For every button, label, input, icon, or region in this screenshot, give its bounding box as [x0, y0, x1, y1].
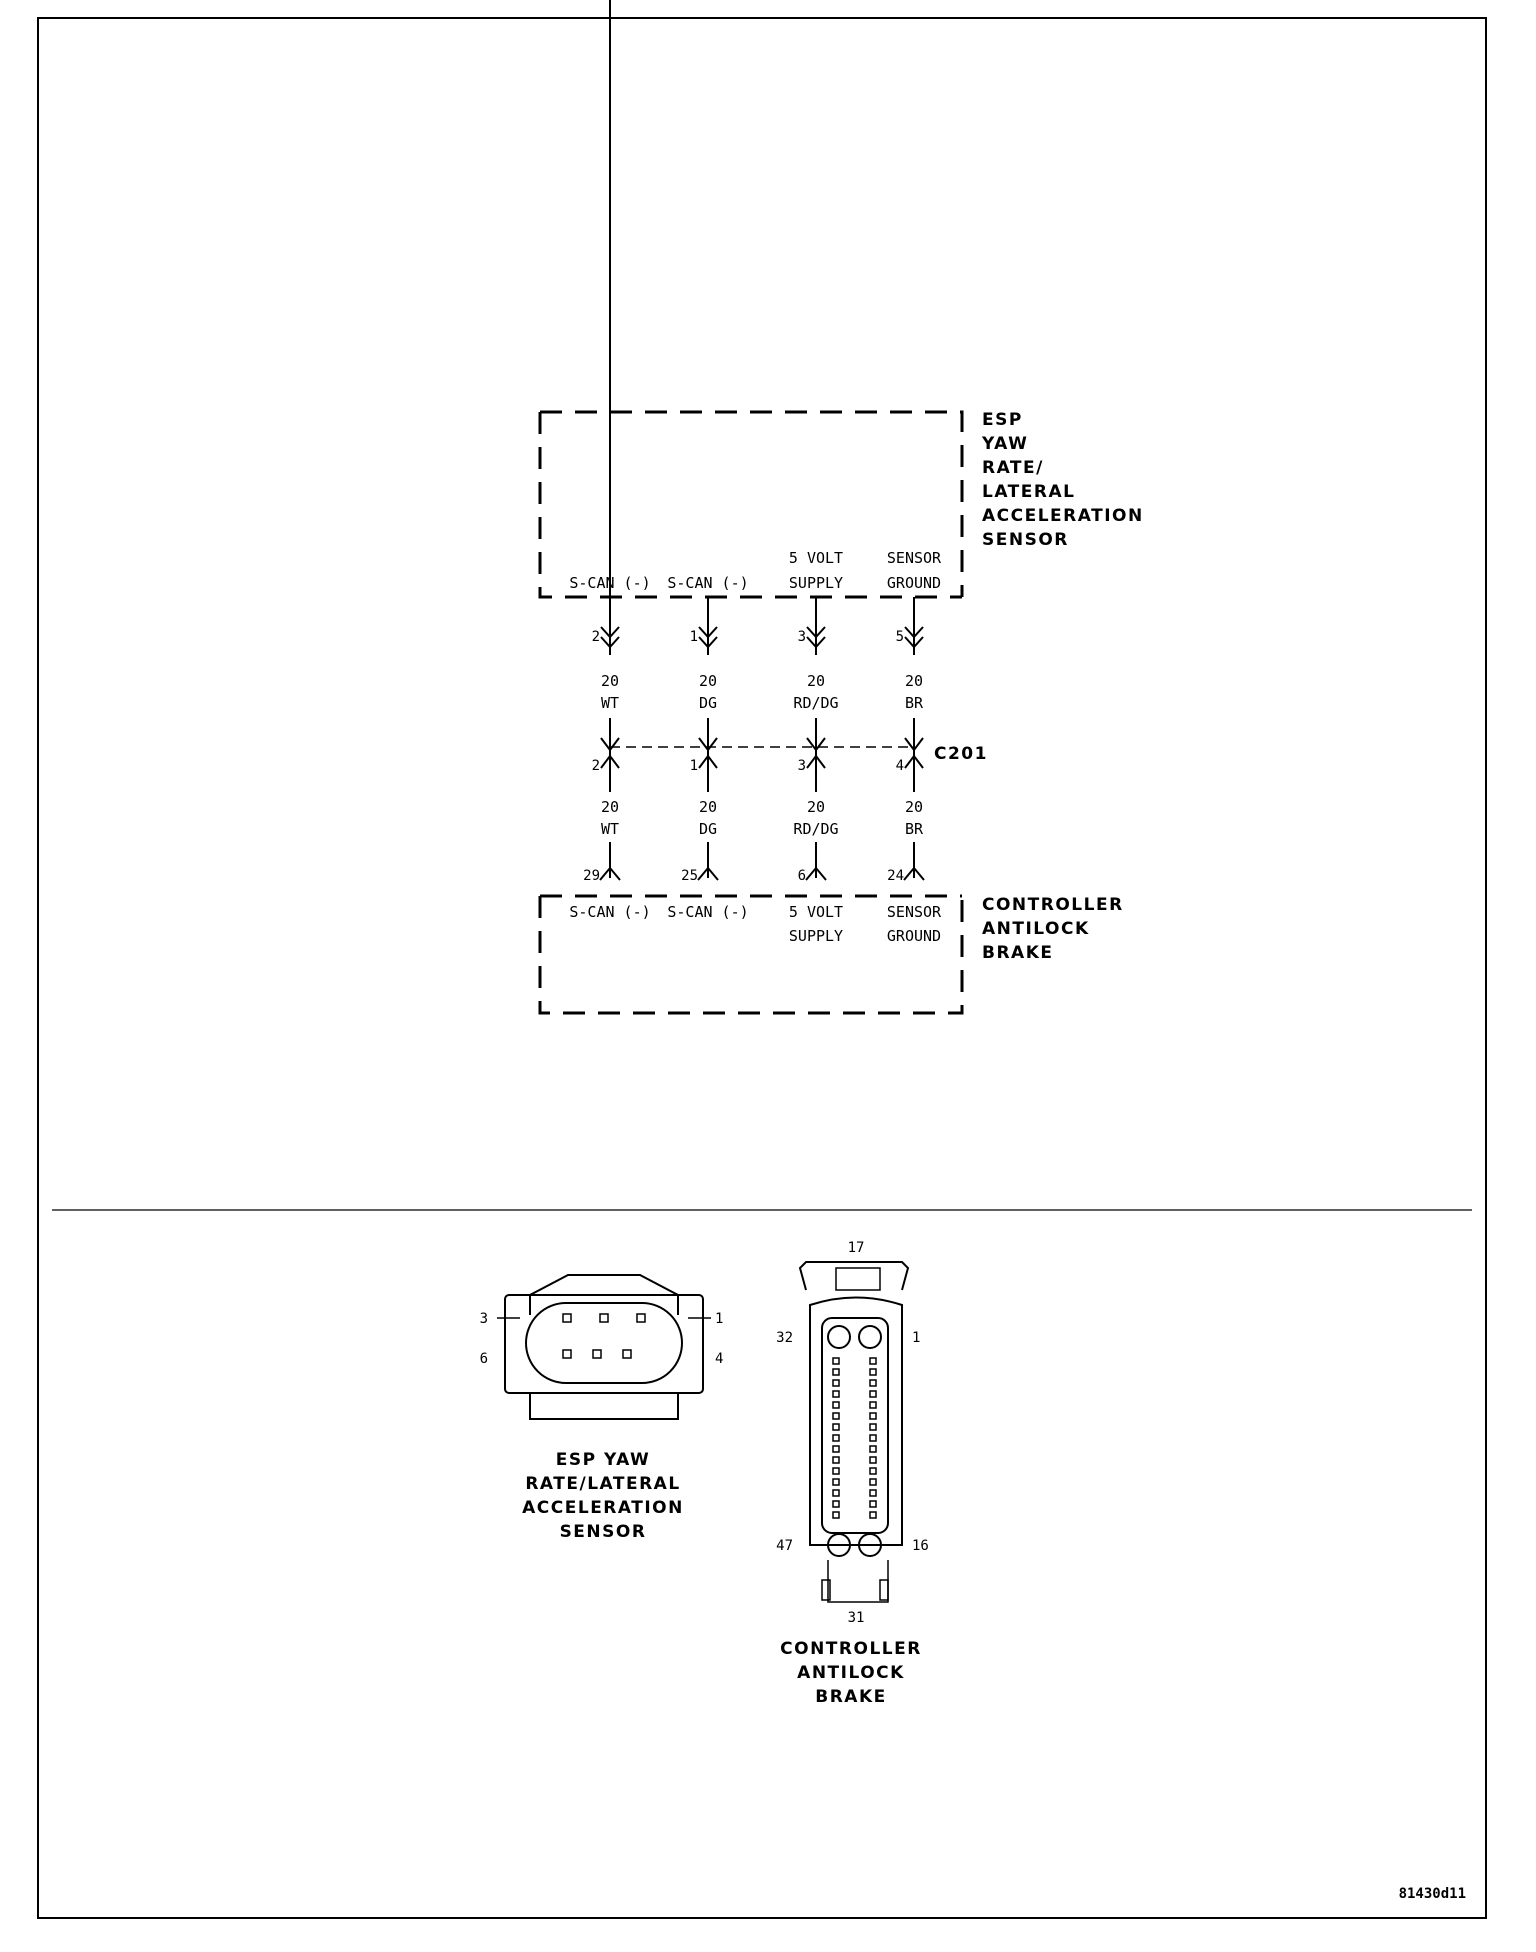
pin-number: 31	[847, 1610, 865, 1626]
sensor-title-line: ESP	[982, 410, 1023, 430]
wire-color: BR	[904, 820, 924, 838]
sensor-title-line: YAW	[982, 434, 1029, 454]
wire-color: BR	[904, 694, 924, 712]
lower-wire-labels	[601, 798, 924, 838]
cavity-number: 2	[591, 629, 600, 645]
controller-title-line: BRAKE	[982, 943, 1054, 963]
sensor-cavity-numbers	[592, 629, 904, 645]
cavity-number: 4	[895, 758, 904, 774]
wire-runs	[610, 0, 914, 650]
pin-number: 4	[715, 1351, 724, 1367]
cavity-number: 1	[689, 629, 698, 645]
page-border	[38, 18, 1486, 1918]
sensor-pin-labels	[569, 549, 942, 592]
cavity-square	[870, 1457, 876, 1463]
cavity-square	[833, 1501, 839, 1507]
cavity-square	[833, 1479, 839, 1485]
wire-segments-mid	[610, 718, 914, 758]
cavity-square	[833, 1512, 839, 1518]
cavity-square	[833, 1380, 839, 1386]
cavity-number: 5	[895, 629, 904, 645]
sensor-title-line: RATE/	[982, 458, 1044, 478]
cavity-square	[870, 1446, 876, 1452]
sensor-title	[981, 410, 1144, 550]
wire-gauge: 20	[806, 798, 826, 816]
cavity-square	[870, 1402, 876, 1408]
wire-color: WT	[600, 820, 620, 838]
controller-pin-labels	[569, 903, 942, 945]
sensor-pin-label: 5 VOLT	[788, 549, 844, 567]
cavity-square	[870, 1380, 876, 1386]
controller-title	[982, 895, 1124, 963]
wire-color: RD/DG	[793, 694, 839, 712]
wire-gauge: 20	[806, 672, 826, 690]
cavity-square	[870, 1358, 876, 1364]
controller-title-line: CONTROLLER	[982, 895, 1124, 915]
wire-segments-lower	[610, 756, 914, 878]
cavity-square	[833, 1391, 839, 1397]
wire-color: WT	[600, 694, 620, 712]
caption-line: ESP YAW	[555, 1450, 651, 1470]
caption-line: CONTROLLER	[780, 1639, 922, 1659]
sensor-title-line: ACCELERATION	[982, 506, 1144, 526]
sensor-cavities	[563, 1314, 645, 1358]
wire-gauge: 20	[600, 672, 620, 690]
wire-color: DG	[698, 694, 718, 712]
cavity-number: 3	[797, 758, 806, 774]
pin-number: 16	[912, 1538, 929, 1554]
pin-number: 32	[776, 1330, 793, 1346]
sensor-title-line: SENSOR	[982, 530, 1069, 550]
controller-connector-caption	[780, 1639, 922, 1707]
sensor-pin-label: S-CAN (-)	[667, 574, 749, 592]
sensor-pin-label: SENSOR	[886, 549, 942, 567]
caption-line: ANTILOCK	[797, 1663, 905, 1683]
cavity-square	[870, 1413, 876, 1419]
c201-label: C201	[934, 744, 988, 764]
cavity-square	[833, 1446, 839, 1452]
cavity-number: 1	[689, 758, 698, 774]
pin-number: 6	[479, 1351, 488, 1367]
pin-number: 1	[715, 1311, 724, 1327]
controller-cavities	[833, 1358, 876, 1518]
cavity-square	[833, 1468, 839, 1474]
caption-line: BRAKE	[815, 1687, 887, 1707]
controller-pin-label: S-CAN (-)	[667, 903, 749, 921]
cavity-square	[833, 1369, 839, 1375]
wire-gauge: 20	[904, 672, 924, 690]
cavity-square	[870, 1512, 876, 1518]
cavity-square	[833, 1424, 839, 1430]
controller-pin-label: SENSOR	[886, 903, 942, 921]
caption-line: SENSOR	[559, 1522, 647, 1542]
sensor-box	[540, 412, 962, 597]
figure-id: 81430d11	[1398, 1886, 1466, 1902]
controller-pin-label: SUPPLY	[788, 927, 844, 945]
cavity-square	[833, 1435, 839, 1441]
wire-color: DG	[698, 820, 718, 838]
pin-number: 3	[479, 1311, 488, 1327]
c201-connector	[601, 738, 988, 768]
pin-number: 17	[847, 1240, 865, 1256]
cavity-square	[870, 1435, 876, 1441]
cavity-square	[870, 1369, 876, 1375]
upper-wire-labels	[601, 672, 924, 712]
caption-line: RATE/LATERAL	[525, 1474, 681, 1494]
cavity-square	[833, 1490, 839, 1496]
controller-pin-label: GROUND	[886, 927, 942, 945]
pin-number: 47	[776, 1538, 793, 1554]
controller-pin-label: 5 VOLT	[788, 903, 844, 921]
cavity-square	[870, 1424, 876, 1430]
cavity-square	[833, 1402, 839, 1408]
controller-pin-label: S-CAN (-)	[569, 903, 651, 921]
cavity-number: 3	[797, 629, 806, 645]
sensor-title-line: LATERAL	[982, 482, 1076, 502]
sensor-pin-label: GROUND	[886, 574, 942, 592]
cavity-square	[833, 1358, 839, 1364]
sensor-connector-face	[480, 1275, 724, 1419]
wire-gauge: 20	[904, 798, 924, 816]
controller-title-line: ANTILOCK	[982, 919, 1090, 939]
wire-gauge: 20	[698, 798, 718, 816]
cavity-square	[870, 1391, 876, 1397]
wire-gauge: 20	[698, 672, 718, 690]
cavity-number: 2	[591, 758, 600, 774]
cavity-number: 29	[583, 868, 600, 884]
caption-line: ACCELERATION	[522, 1498, 684, 1518]
cavity-square	[870, 1468, 876, 1474]
sensor-connector-caption	[522, 1450, 684, 1542]
wire-gauge: 20	[600, 798, 620, 816]
controller-cavity-numbers	[583, 868, 904, 884]
cavity-square	[870, 1490, 876, 1496]
cavity-square	[833, 1413, 839, 1419]
cavity-number: 24	[887, 868, 904, 884]
sensor-connector-terminals	[601, 627, 923, 655]
cavity-square	[870, 1501, 876, 1507]
sensor-pin-label: S-CAN (-)	[569, 574, 651, 592]
cavity-number: 6	[797, 868, 806, 884]
cavity-number: 25	[681, 868, 698, 884]
wire-color: RD/DG	[793, 820, 839, 838]
pin-number: 1	[912, 1330, 921, 1346]
sensor-pin-label: SUPPLY	[788, 574, 844, 592]
cavity-square	[870, 1479, 876, 1485]
controller-terminals	[600, 868, 924, 880]
controller-connector-face	[776, 1240, 929, 1626]
c201-cavity-numbers	[592, 758, 904, 774]
cavity-square	[833, 1457, 839, 1463]
